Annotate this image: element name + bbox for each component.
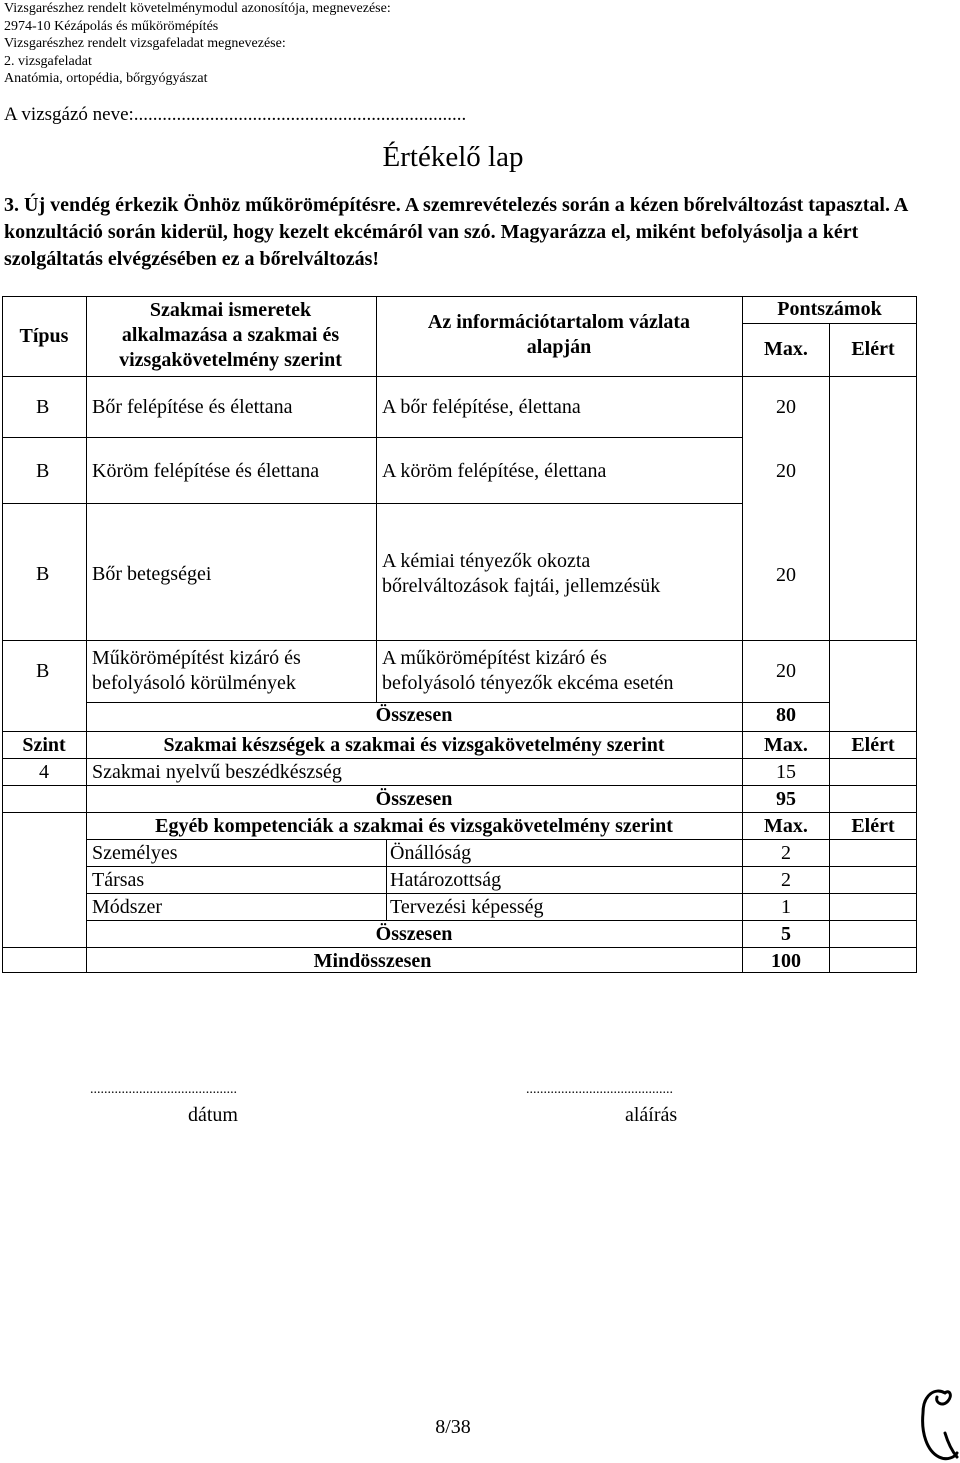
header-info: Az információtartalom vázlata alapján [427, 311, 691, 358]
header-task-number: 2. vizsgafeladat [4, 53, 92, 69]
page-number: 8/38 [435, 1416, 471, 1438]
competencies-header: Egyéb kompetenciák a szakmai és vizsgakövetelmény szerint [155, 815, 673, 837]
table-border [742, 296, 743, 973]
header-achieved: Elért [851, 338, 895, 360]
table-border [2, 640, 917, 641]
total-label: Összesen [375, 923, 453, 945]
header-task-label: Vizsgarészhez rendelt vizsgafeladat megnevezése: [4, 36, 286, 52]
row-knowledge: Bőr felépítése és élettana [92, 396, 293, 418]
table-border [386, 839, 387, 920]
table-border [86, 296, 87, 973]
table-border [916, 296, 917, 973]
row-knowledge: Köröm felépítése és élettana [92, 460, 320, 482]
grand-total-value: 100 [771, 950, 801, 972]
row-type: B [36, 460, 50, 482]
table-border [2, 812, 917, 813]
table-border [2, 296, 917, 297]
row-knowledge: Bőr betegségei [92, 563, 212, 585]
table-border [86, 866, 917, 867]
competency-name: Önállóság [390, 842, 472, 864]
skills-name: Szakmai nyelvű beszédkészség [92, 761, 342, 783]
table-border [2, 758, 917, 759]
table-border [2, 376, 917, 377]
skills-level: 4 [39, 761, 49, 783]
date-label: dátum [188, 1104, 238, 1126]
table-border [376, 296, 377, 703]
total-label: Összesen [375, 704, 453, 726]
table-border [86, 839, 917, 840]
document-header [4, 0, 391, 88]
table-border [2, 296, 3, 973]
table-border [2, 503, 743, 504]
competency-max: 2 [781, 842, 791, 864]
skills-level-header: Szint [22, 734, 66, 756]
skills-achieved-header: Elért [851, 734, 895, 756]
page-title: Értékelő lap [382, 141, 524, 173]
table-border [2, 972, 917, 973]
total-value: 95 [776, 788, 796, 810]
table-border [2, 947, 917, 948]
table-border [86, 920, 917, 921]
competency-max: 1 [781, 896, 791, 918]
competencies-max-header: Max. [764, 815, 808, 837]
table-border [829, 323, 830, 973]
row-info: A kémiai tényezők okozta bőrelváltozások fajtái, jellemzésük [382, 550, 661, 597]
competencies-achieved-header: Elért [851, 815, 895, 837]
row-max: 20 [776, 660, 796, 682]
total-value: 5 [781, 923, 791, 945]
table-border [2, 785, 917, 786]
header-points: Pontszámok [777, 298, 882, 320]
competency-name: Határozottság [390, 869, 502, 891]
row-type: B [36, 396, 50, 418]
row-max: 20 [776, 396, 796, 418]
row-type: B [36, 660, 50, 682]
header-max: Max. [764, 338, 808, 360]
header-type: Típus [19, 325, 69, 347]
skills-max: 15 [776, 761, 796, 783]
skills-header: Szakmai készségek a szakmai és vizsgakövetelmény szerint [163, 734, 665, 756]
task-description: 3. Új vendég érkezik Önhöz műkörömépítésre. A szemrevételezés során a kézen bőrelváltozást tapasztal. A konzultáció során kiderül, hogy kezelt ekcémáról van szó. Magyarázza el, miként befolyásolja a kért szolgáltatás elvégzésében ez a bőrelváltozás! [4, 194, 908, 270]
row-knowledge: Műkörömépítést kizáró és befolyásoló körülmények [92, 647, 301, 694]
competency-max: 2 [781, 869, 791, 891]
date-dotted-line: .......................................... [90, 1082, 237, 1097]
row-info: A köröm felépítése, élettana [382, 460, 607, 482]
competency-category: Módszer [92, 896, 162, 918]
competency-name: Tervezési képesség [390, 896, 544, 918]
row-type: B [36, 563, 50, 585]
row-info: A bőr felépítése, élettana [382, 396, 581, 418]
competency-category: Személyes [92, 842, 178, 864]
table-border [86, 702, 829, 703]
row-max: 20 [776, 564, 796, 586]
total-value: 80 [776, 704, 796, 726]
signature-dotted-line: .......................................... [526, 1082, 673, 1097]
header-knowledge: Szakmai ismeretek alkalmazása a szakmai és vizsgakövetelmény szerint [119, 299, 342, 371]
row-max: 20 [776, 460, 796, 482]
total-label: Összesen [375, 788, 453, 810]
signature-label: aláírás [625, 1104, 678, 1126]
handwritten-initial-mark [915, 1385, 960, 1463]
candidate-name-field: A vizsgázó neve:...................................................................... [4, 104, 467, 125]
competency-category: Társas [92, 869, 145, 891]
table-border [86, 893, 917, 894]
row-info: A műkörömépítést kizáró és befolyásoló tényezők ekcéma esetén [382, 647, 674, 694]
header-module-name: 2974-10 Kézápolás és műkörömépítés [4, 18, 219, 34]
skills-max-header: Max. [764, 734, 808, 756]
table-border [2, 437, 743, 438]
grand-total-label: Mindösszesen [313, 950, 432, 972]
header-module-label: Vizsgarészhez rendelt követelménymodul azonosítója, megnevezése: [4, 1, 391, 16]
table-border [743, 323, 917, 324]
header-task-name: Anatómia, ortopédia, bőrgyógyászat [4, 71, 208, 87]
table-border [2, 731, 917, 732]
